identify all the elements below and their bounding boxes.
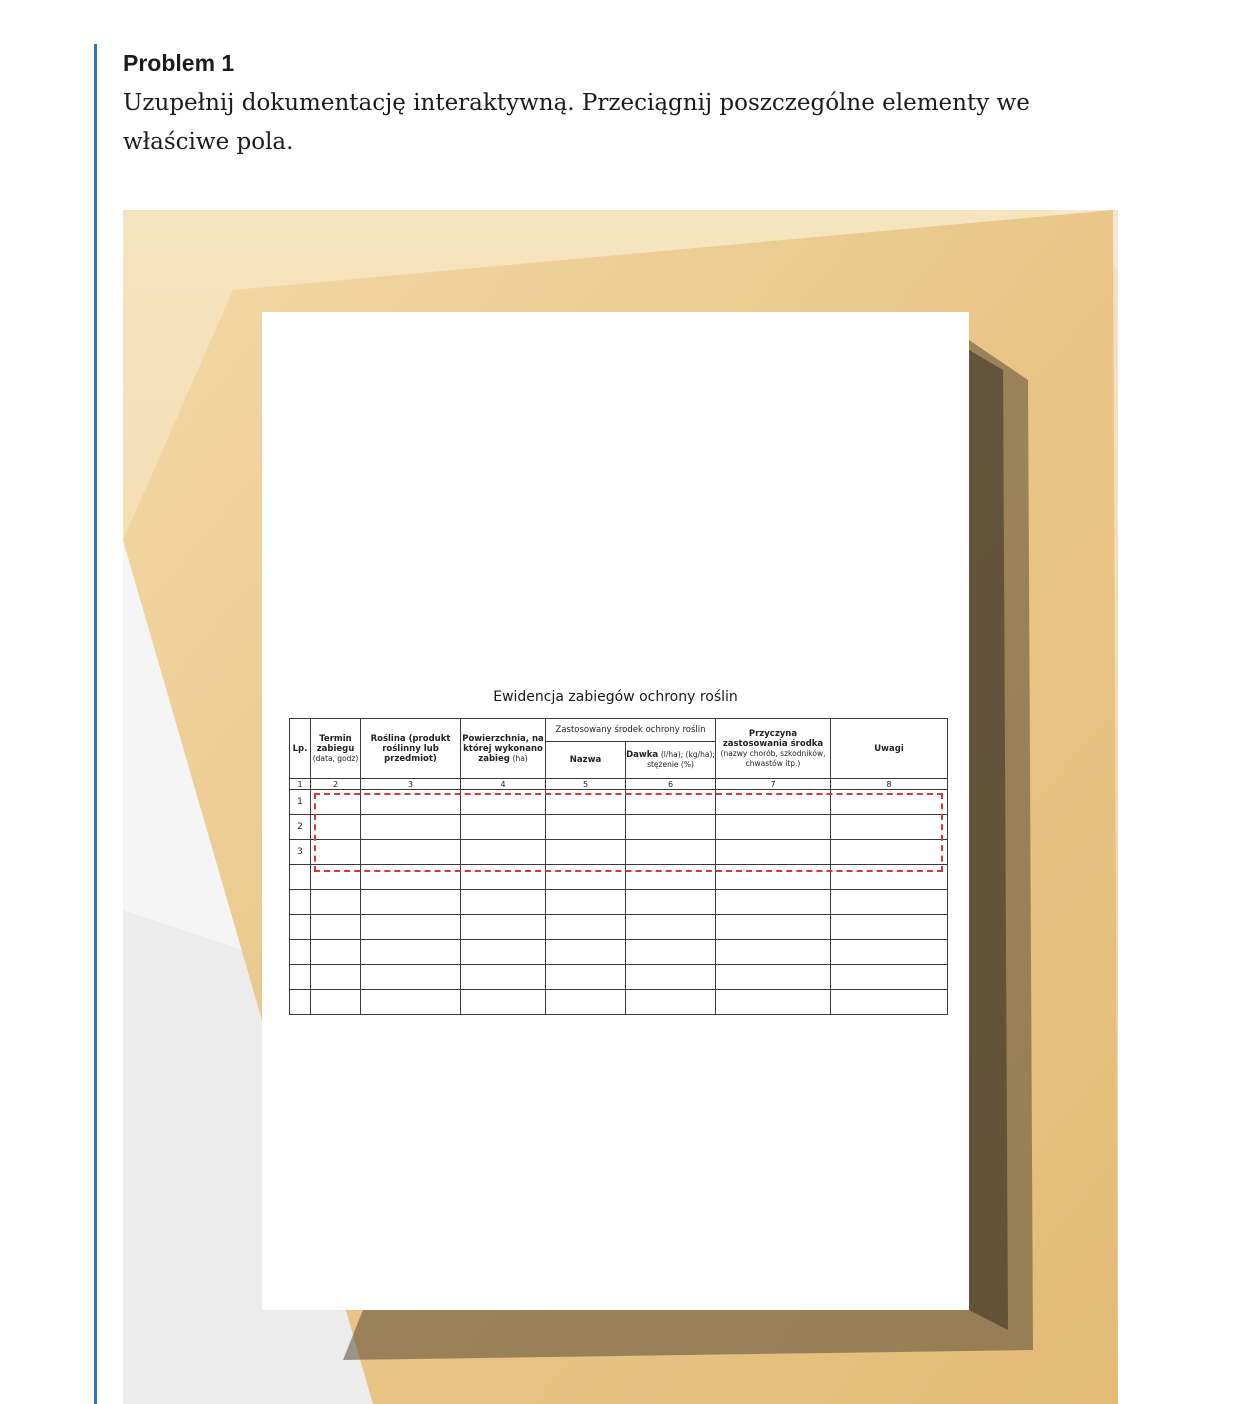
table-cell xyxy=(361,940,461,965)
table-cell xyxy=(311,990,361,1015)
table-cell xyxy=(361,965,461,990)
header-srodek-group: Zastosowany środek ochrony roślin xyxy=(546,719,716,742)
row-number xyxy=(290,890,311,915)
table-cell xyxy=(831,965,948,990)
table-cell xyxy=(361,915,461,940)
row-number: 2 xyxy=(290,815,311,840)
column-number: 1 xyxy=(290,779,311,790)
table-cell xyxy=(546,915,626,940)
table-cell xyxy=(831,890,948,915)
column-number: 4 xyxy=(461,779,546,790)
table-cell xyxy=(626,915,716,940)
table-cell xyxy=(546,965,626,990)
table-cell xyxy=(461,890,546,915)
table-cell xyxy=(716,890,831,915)
problem-instruction: Uzupełnij dokumentację interaktywną. Przeciągnij poszczególne elementy we właściwe pola. xyxy=(123,90,1030,155)
drop-zone[interactable] xyxy=(314,793,943,872)
row-number xyxy=(290,965,311,990)
column-number: 7 xyxy=(716,779,831,790)
column-number: 8 xyxy=(831,779,948,790)
table-cell xyxy=(361,990,461,1015)
header-nazwa: Nazwa xyxy=(546,742,626,779)
table-row xyxy=(290,890,948,915)
table-row xyxy=(290,915,948,940)
table-cell xyxy=(311,940,361,965)
table-cell xyxy=(461,940,546,965)
table-cell xyxy=(831,990,948,1015)
column-number: 5 xyxy=(546,779,626,790)
problem-title: Problem 1 xyxy=(123,50,235,76)
table-cell xyxy=(626,940,716,965)
header-roslina: Roślina (produkt roślinny lub przedmiot) xyxy=(361,719,461,779)
column-number: 2 xyxy=(311,779,361,790)
table-cell xyxy=(626,990,716,1015)
table-cell xyxy=(626,890,716,915)
table-cell xyxy=(716,965,831,990)
row-number xyxy=(290,915,311,940)
header-termin: Termin zabiegu (data, godz) xyxy=(311,719,361,779)
header-przyczyna: Przyczyna zastosowania środka (nazwy chorób, szkodników, chwastów itp.) xyxy=(716,719,831,779)
document-photo xyxy=(123,210,1118,1404)
table-cell xyxy=(546,940,626,965)
table-cell xyxy=(626,965,716,990)
column-number: 6 xyxy=(626,779,716,790)
table-cell xyxy=(461,990,546,1015)
table-cell xyxy=(461,915,546,940)
header-dawka: Dawka (l/ha); (kg/ha); stężenie (%) xyxy=(626,742,716,779)
row-number: 1 xyxy=(290,790,311,815)
table-cell xyxy=(546,990,626,1015)
row-number xyxy=(290,865,311,890)
table-cell xyxy=(311,915,361,940)
table-cell xyxy=(546,890,626,915)
row-number xyxy=(290,990,311,1015)
header-lp: Lp. xyxy=(290,719,311,779)
column-number: 3 xyxy=(361,779,461,790)
table-cell xyxy=(716,990,831,1015)
accent-bar xyxy=(94,44,97,1404)
table-row xyxy=(290,940,948,965)
table-cell xyxy=(831,915,948,940)
table-row xyxy=(290,990,948,1015)
document-title: Ewidencja zabiegów ochrony roślin xyxy=(493,689,738,705)
table-cell xyxy=(361,890,461,915)
table-cell xyxy=(461,965,546,990)
table-cell xyxy=(831,940,948,965)
table-cell xyxy=(716,940,831,965)
header-uwagi: Uwagi xyxy=(831,719,948,779)
header-powierzchnia: Powierzchnia, na której wykonano zabieg (ha) xyxy=(461,719,546,779)
document-page xyxy=(262,312,969,1310)
table-cell xyxy=(716,915,831,940)
row-number: 3 xyxy=(290,840,311,865)
row-number xyxy=(290,940,311,965)
table-row xyxy=(290,965,948,990)
table-cell xyxy=(311,965,361,990)
table-cell xyxy=(311,890,361,915)
